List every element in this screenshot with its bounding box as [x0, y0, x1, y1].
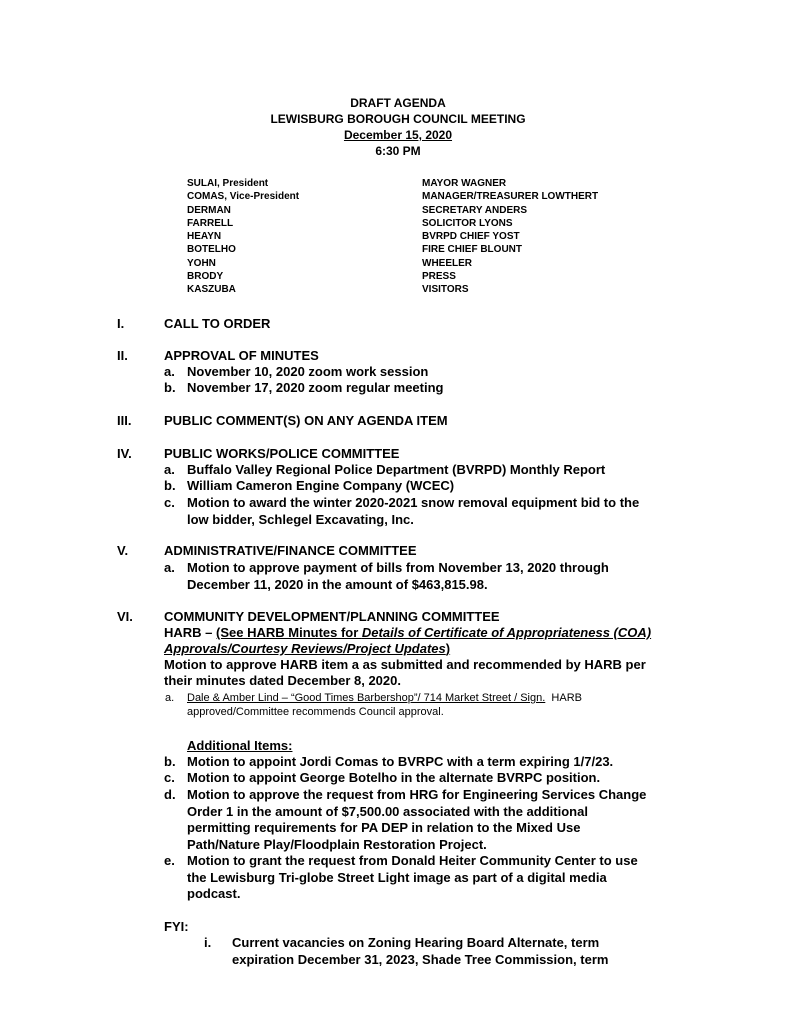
section-title: PUBLIC WORKS/POLICE COMMITTEE	[164, 446, 400, 461]
item-letter: d.	[164, 787, 176, 802]
attendee: MAYOR WAGNER	[422, 178, 507, 189]
additional-items-title-row	[187, 738, 292, 755]
attendee: KASZUBA	[187, 284, 236, 296]
harb-motion-line: Motion to approve HARB item a as submitted and recommended by HARB per	[164, 657, 646, 672]
item-text: William Cameron Engine Company (WCEC)	[187, 478, 455, 493]
section-number: I.	[117, 316, 125, 331]
item-text-line: Order 1 in the amount of $7,500.00 associated with the additional	[187, 803, 588, 819]
meeting-time: 6:30 PM	[375, 144, 421, 158]
item-text-line: Current vacancies on Zoning Hearing Board Alternate, term	[232, 935, 600, 950]
item-text: November 17, 2020 zoom regular meeting	[187, 380, 444, 395]
harb-motion-line: their minutes dated December 8, 2020.	[164, 673, 401, 688]
attendee: DERMAN	[187, 204, 231, 216]
item-text-line: Motion to award the winter 2020-2021 snow removal equipment bid to the	[187, 495, 640, 510]
harb-item-rest: HARB	[545, 692, 582, 704]
meeting-date: December 15, 2020	[343, 128, 453, 142]
list-item	[164, 787, 647, 853]
attendee: MANAGER/TREASURER LOWTHERT	[422, 191, 599, 203]
harb-item-line2: approved/Committee recommends Council approval.	[187, 706, 444, 718]
attendee: YOHN	[187, 257, 216, 269]
section-number: IV.	[117, 446, 132, 461]
item-text-line: Motion to appoint Jordi Comas to BVRPC with a term expiring 1/7/23.	[187, 754, 614, 769]
section-title: APPROVAL OF MINUTES	[164, 348, 319, 363]
agenda-title: DRAFT AGENDA	[350, 96, 446, 110]
attendee: PRESS	[422, 271, 456, 283]
item-text-line: December 11, 2020 in the amount of $463,815.98.	[187, 576, 488, 592]
section-title: COMMUNITY DEVELOPMENT/PLANNING COMMITTEE	[164, 609, 500, 624]
attendee: VISITORS	[422, 284, 469, 296]
harb-item	[165, 691, 582, 719]
item-text-line: Motion to approve the request from HRG for Engineering Services Change	[187, 787, 647, 802]
item-text-line: permitting requirements for PA DEP in relation to the Mixed Use	[187, 820, 581, 835]
attendee: BVRPD CHIEF YOST	[422, 231, 520, 243]
attendees-right	[422, 177, 598, 297]
item-letter: b.	[164, 754, 176, 769]
attendee: BOTELHO	[187, 244, 236, 256]
item-letter: a.	[164, 462, 175, 477]
list-item	[164, 364, 429, 381]
list-item	[164, 560, 609, 593]
meeting-date-row	[0, 127, 796, 143]
item-letter: c.	[164, 770, 175, 785]
harb-line	[164, 641, 651, 657]
meeting-title: LEWISBURG BOROUGH COUNCIL MEETING	[270, 112, 526, 126]
harb-line	[164, 625, 651, 641]
list-item	[164, 478, 455, 495]
attendee: FIRE CHIEF BLOUNT	[422, 244, 522, 256]
attendee: SECRETARY ANDERS	[422, 204, 528, 216]
harb-link-end: )	[445, 641, 451, 656]
fyi-item	[232, 935, 608, 968]
item-text-line: Motion to grant the request from Donald Heiter Community Center to use	[187, 853, 638, 868]
item-letter: a.	[164, 364, 175, 379]
item-text-line: podcast.	[187, 886, 241, 901]
harb-link-italic: Approvals/Courtesy Reviews/Project Updates	[164, 641, 446, 656]
item-letter: a.	[164, 560, 175, 575]
additional-items-title: Additional Items:	[187, 738, 293, 753]
section-title: CALL TO ORDER	[164, 316, 271, 331]
attendee: SULAI, President	[187, 178, 269, 189]
list-item	[164, 380, 444, 397]
list-item	[164, 462, 606, 479]
item-text-line: Path/Nature Play/Floodplain Restoration Project.	[187, 836, 487, 852]
list-item	[164, 853, 638, 903]
section-title: PUBLIC COMMENT(S) ON ANY AGENDA ITEM	[164, 413, 448, 428]
item-text-line: expiration December 31, 2023, Shade Tree Commission, term	[232, 951, 609, 967]
item-letter: b.	[164, 478, 176, 493]
item-text: Buffalo Valley Regional Police Department (BVRPD) Monthly Report	[187, 462, 606, 477]
harb-prefix: HARB –	[164, 625, 217, 640]
section-number: VI.	[117, 609, 133, 624]
attendee: WHEELER	[422, 257, 472, 269]
item-text-line: low bidder, Schlegel Excavating, Inc.	[187, 511, 414, 527]
item-letter: e.	[164, 853, 175, 868]
attendee: FARRELL	[187, 217, 234, 229]
attendee: HEAYN	[187, 231, 222, 243]
list-item	[164, 770, 601, 787]
fyi-title: FYI:	[164, 919, 189, 934]
harb-minutes-link-cont[interactable]	[164, 641, 450, 656]
harb-item-link[interactable]: Dale & Amber Lind – “Good Times Barbershop”/ 714 Market Street / Sign.	[187, 692, 546, 704]
item-text-line: the Lewisburg Tri-globe Street Light image as part of a digital media	[187, 869, 607, 885]
harb-link-text: (See HARB Minutes for	[216, 625, 362, 640]
harb-block	[164, 625, 651, 689]
list-item	[164, 495, 640, 528]
harb-link-italic: Details of Certificate of Appropriateness (COA)	[361, 625, 652, 640]
item-letter: a.	[165, 692, 175, 704]
item-text-line: Motion to appoint George Botelho in the alternate BVRPC position.	[187, 770, 601, 785]
attendee: BRODY	[187, 271, 224, 283]
harb-minutes-link[interactable]	[216, 625, 651, 640]
list-item	[164, 754, 614, 771]
item-text: November 10, 2020 zoom work session	[187, 364, 429, 379]
item-letter: b.	[164, 380, 176, 395]
attendees-left	[187, 177, 299, 297]
attendee: SOLICITOR LYONS	[422, 217, 513, 229]
section-number: II.	[117, 348, 128, 363]
item-text-line: Motion to approve payment of bills from November 13, 2020 through	[187, 560, 609, 575]
item-letter: c.	[164, 495, 175, 510]
section-title: ADMINISTRATIVE/FINANCE COMMITTEE	[164, 543, 417, 558]
fyi-number: i.	[204, 935, 212, 950]
section-number: V.	[117, 543, 129, 558]
attendee: COMAS, Vice-President	[187, 191, 300, 203]
section-number: III.	[117, 413, 132, 428]
